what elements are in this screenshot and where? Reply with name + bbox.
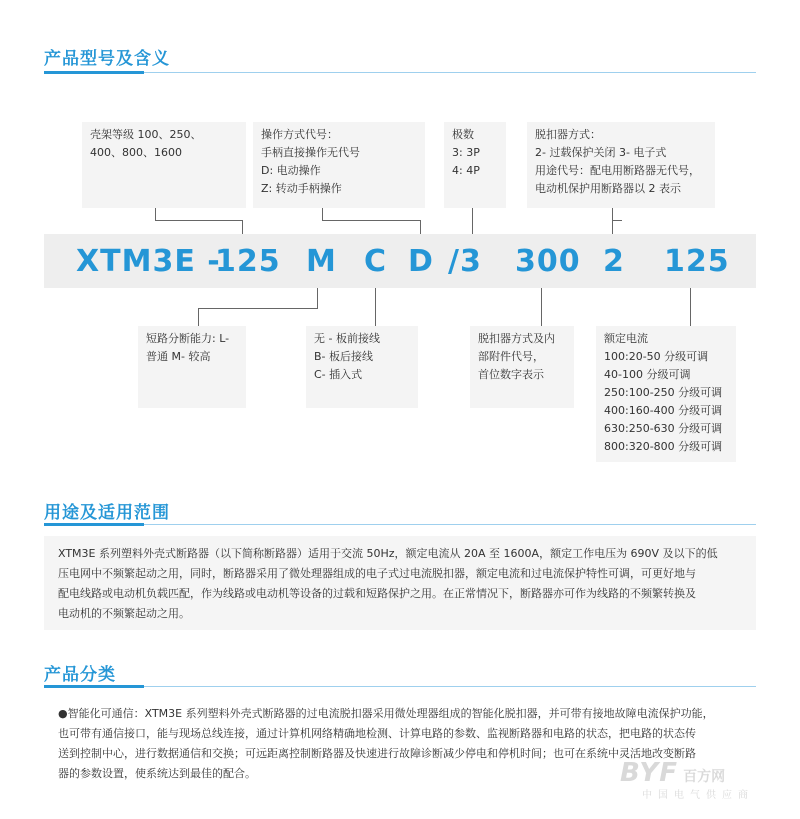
section-title-category: 产品分类 xyxy=(44,665,116,685)
usage-line: 配电线路或电动机负载匹配，作为线路或电动机等设备的过载和短路保护之用。在正常情况下，断路器亦可作为线路的不频繁转换及 xyxy=(58,587,696,600)
section-divider xyxy=(44,524,756,525)
connector-line xyxy=(198,308,318,309)
rated-current-line: 630:250-630 分级可调 xyxy=(604,422,723,435)
operation-mode-line: 操作方式代号： xyxy=(261,128,338,141)
frame-grade-line: 400、800、1600 xyxy=(90,146,182,159)
model-code-series: XTM3E - xyxy=(76,244,221,279)
breaking-capacity-box xyxy=(138,326,246,408)
frame-grade-box xyxy=(82,122,246,208)
release-mode-line: 电动机保护用断路器以 2 表示 xyxy=(535,182,681,195)
model-code-connection: C xyxy=(364,244,388,279)
usage-line: 压电网中不频繁起动之用，同时，断路器采用了微处理器组成的电子式过电流脱扣器，额定电流和过电流保护特性可调，可更好地与 xyxy=(58,567,696,580)
connector-line xyxy=(541,288,542,326)
section-title-model: 产品型号及含义 xyxy=(44,49,170,69)
category-line: 送到控制中心，进行数据通信和交换；可远距离控制断路器及快速进行故障诊断减少停电和停机时间；也可在系统中灵活地改变断路 xyxy=(58,747,696,760)
poles-box xyxy=(444,122,506,208)
model-code-current: 125 xyxy=(664,244,730,279)
poles-line: 极数 xyxy=(452,128,474,141)
connector-line xyxy=(155,208,156,220)
rated-current-line: 额定电流 xyxy=(604,332,648,345)
breaking-capacity-line: 短路分断能力: L- xyxy=(146,332,230,345)
connector-line xyxy=(612,208,613,234)
watermark-logo xyxy=(620,758,754,801)
operation-mode-line: 手柄直接操作无代号 xyxy=(261,146,360,159)
model-code-operation: D xyxy=(408,244,434,279)
rated-current-box xyxy=(596,326,736,462)
connector-line xyxy=(420,220,421,234)
release-mode-box xyxy=(527,122,715,208)
section-divider xyxy=(44,686,756,687)
usage-line: 电动机的不频繁起动之用。 xyxy=(58,607,190,620)
accessory-code-box xyxy=(470,326,574,408)
operation-mode-line: D: 电动操作 xyxy=(261,164,321,177)
connector-line xyxy=(198,308,199,326)
connector-line xyxy=(472,208,473,234)
connection-type-line: 无 - 板前接线 xyxy=(314,332,380,345)
rated-current-line: 400:160-400 分级可调 xyxy=(604,404,723,417)
rated-current-line: 100:20-50 分级可调 xyxy=(604,350,709,363)
release-mode-line: 2- 过载保护关闭 3- 电子式 xyxy=(535,146,667,159)
model-code-frame: 125 xyxy=(215,244,281,279)
section-title-usage: 用途及适用范围 xyxy=(44,503,170,523)
rated-current-line: 250:100-250 分级可调 xyxy=(604,386,723,399)
connector-line xyxy=(612,220,622,221)
connector-line xyxy=(322,208,323,220)
connector-line xyxy=(155,220,242,221)
connector-line xyxy=(322,220,420,221)
category-line: ●智能化可通信：XTM3E 系列塑料外壳式断路器的过电流脱扣器采用微处理器组成的智能化脱扣器，并可带有接地故障电流保护功能， xyxy=(58,707,714,720)
model-code-poles: /3 xyxy=(448,244,482,279)
category-line: 器的参数设置，使系统达到最佳的配合。 xyxy=(58,767,256,780)
category-line: 也可带有通信接口，能与现场总线连接，通过计算机网络精确地检测、计算电路的参数、监视断路器和电路的状态，把电路的状态传 xyxy=(58,727,696,740)
model-code-accessory: 300 xyxy=(515,244,581,279)
release-mode-line: 脱扣器方式： xyxy=(535,128,601,141)
poles-line: 4: 4P xyxy=(452,164,480,177)
section-divider xyxy=(44,72,756,73)
rated-current-line: 800:320-800 分级可调 xyxy=(604,440,723,453)
connection-type-line: B- 板后接线 xyxy=(314,350,374,363)
connector-line xyxy=(690,288,691,326)
usage-line: XTM3E 系列塑料外壳式断路器（以下简称断路器）适用于交流 50Hz，额定电流从 20A 至 1600A，额定工作电压为 690V 及以下的低 xyxy=(58,547,718,560)
model-code-usage: 2 xyxy=(603,244,625,279)
connection-type-box xyxy=(306,326,418,408)
operation-mode-box xyxy=(253,122,425,208)
connection-type-line: C- 插入式 xyxy=(314,368,363,381)
connector-line xyxy=(317,288,318,308)
accessory-code-line: 首位数字表示 xyxy=(478,368,544,381)
connector-line xyxy=(375,288,376,326)
watermark-logo-text: BYF xyxy=(620,758,678,788)
accessory-code-line: 部附件代号， xyxy=(478,350,544,363)
poles-line: 3: 3P xyxy=(452,146,480,159)
connector-line xyxy=(242,220,243,234)
accessory-code-line: 脱扣器方式及内 xyxy=(478,332,555,345)
rated-current-line: 40-100 分级可调 xyxy=(604,368,691,381)
frame-grade-line: 壳架等级 100、250、 xyxy=(90,128,202,141)
watermark-subtitle: 中国电气供应商 xyxy=(642,790,754,801)
model-code-breaking: M xyxy=(306,244,337,279)
release-mode-line: 用途代号：配电用断路器无代号， xyxy=(535,164,700,177)
breaking-capacity-line: 普通 M- 较高 xyxy=(146,350,211,363)
watermark-logo-cn: 百方网 xyxy=(683,769,726,785)
usage-paragraph xyxy=(44,536,756,630)
operation-mode-line: Z: 转动手柄操作 xyxy=(261,182,342,195)
